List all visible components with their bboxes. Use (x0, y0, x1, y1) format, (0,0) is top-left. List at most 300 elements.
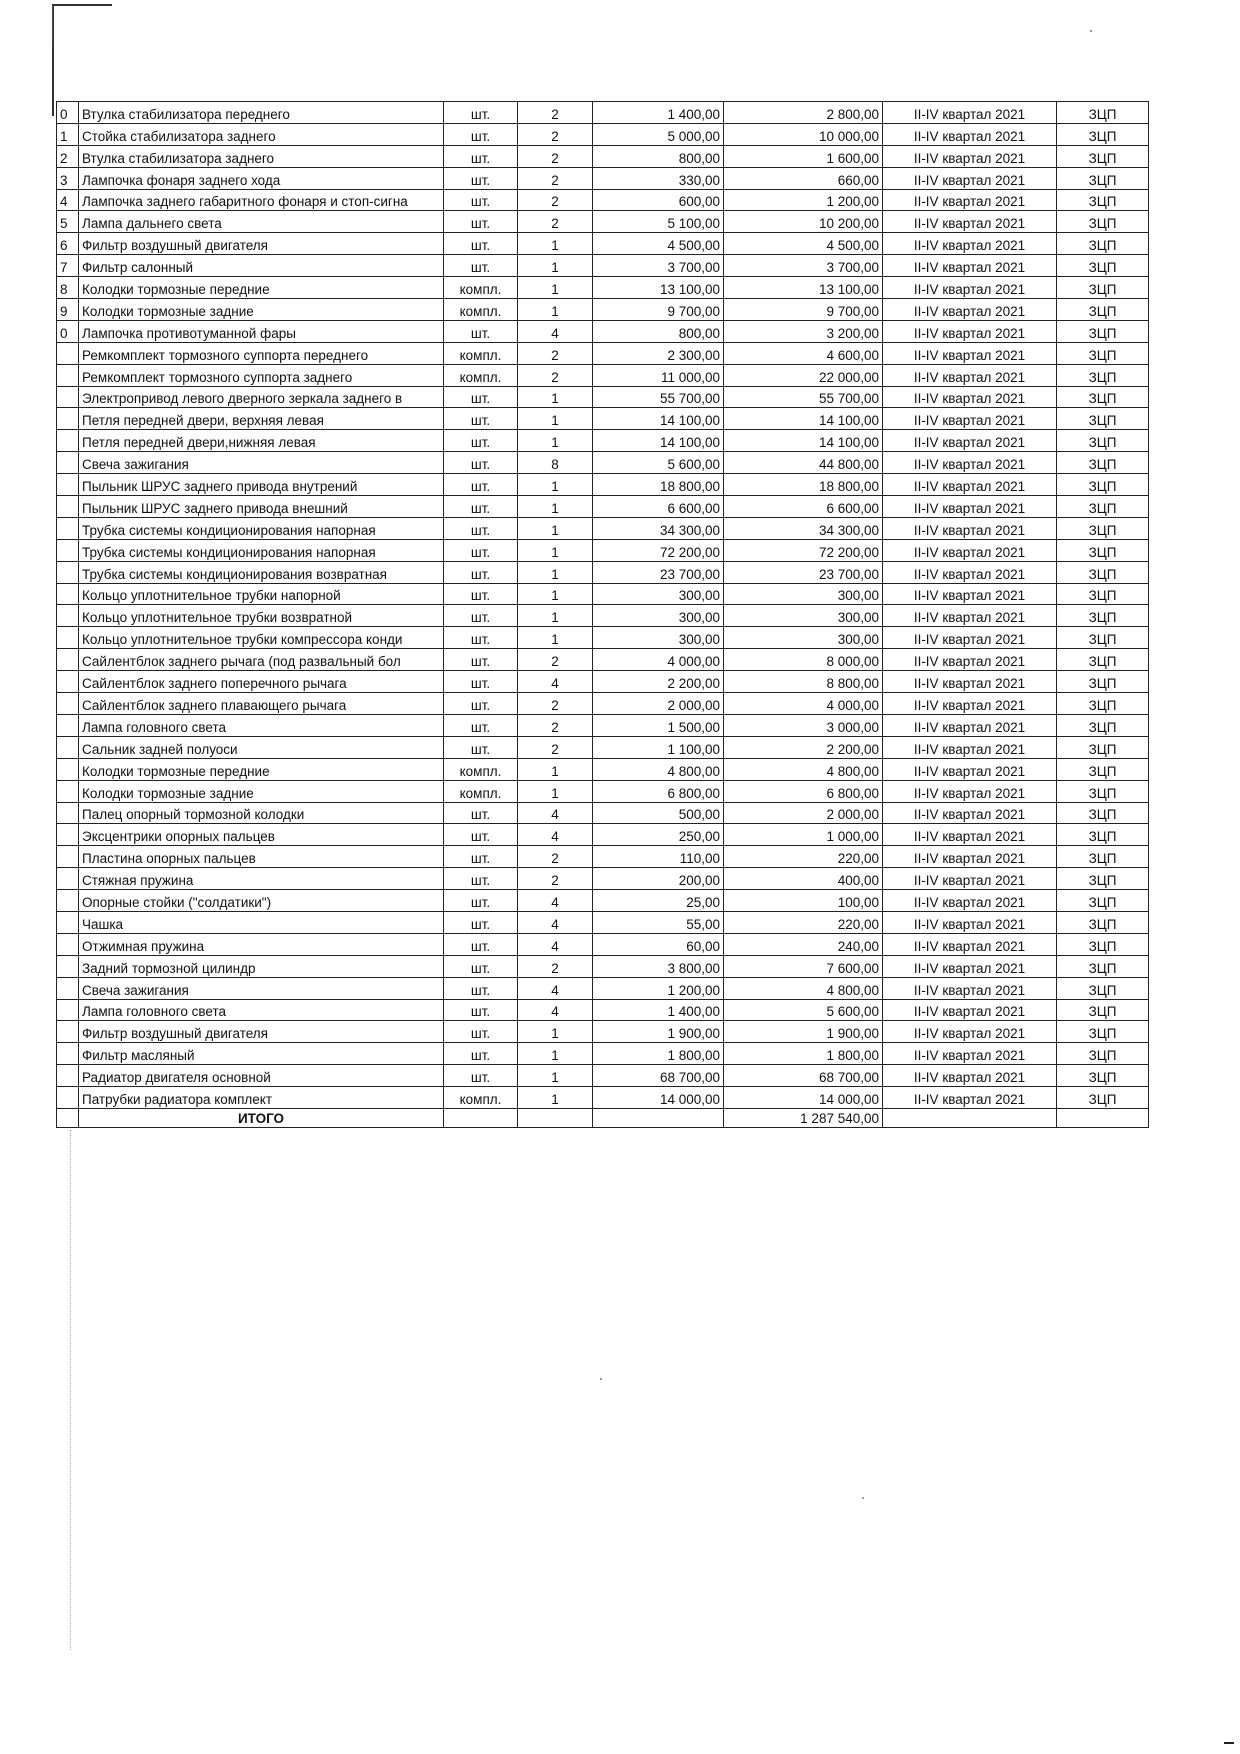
item-period: II-IV квартал 2021 (883, 430, 1057, 452)
item-price: 3 800,00 (593, 955, 724, 977)
item-unit: шт. (444, 145, 518, 167)
item-quantity: 2 (518, 364, 593, 386)
item-code: ЗЦП (1057, 1065, 1149, 1087)
item-quantity: 1 (518, 277, 593, 299)
item-unit: компл. (444, 758, 518, 780)
item-unit: компл. (444, 1087, 518, 1109)
item-name: Стяжная пружина (79, 868, 444, 890)
row-number (57, 693, 79, 715)
item-name: Радиатор двигателя основной (79, 1065, 444, 1087)
item-name: Лампа головного света (79, 999, 444, 1021)
item-quantity: 2 (518, 736, 593, 758)
item-period: II-IV квартал 2021 (883, 1065, 1057, 1087)
item-code: ЗЦП (1057, 342, 1149, 364)
item-code: ЗЦП (1057, 102, 1149, 124)
item-sum: 220,00 (724, 911, 883, 933)
item-quantity: 1 (518, 517, 593, 539)
item-sum: 10 200,00 (724, 211, 883, 233)
item-name: Сайлентблок заднего плавающего рычага (79, 693, 444, 715)
item-code: ЗЦП (1057, 802, 1149, 824)
table-row (57, 627, 1149, 649)
item-unit: шт. (444, 386, 518, 408)
item-period: II-IV квартал 2021 (883, 1043, 1057, 1065)
item-quantity: 1 (518, 496, 593, 518)
table-row (57, 123, 1149, 145)
item-sum: 55 700,00 (724, 386, 883, 408)
item-code: ЗЦП (1057, 824, 1149, 846)
row-number (57, 671, 79, 693)
item-name: Чашка (79, 911, 444, 933)
item-code: ЗЦП (1057, 605, 1149, 627)
row-number (57, 408, 79, 430)
table-row (57, 1087, 1149, 1109)
item-period: II-IV квартал 2021 (883, 605, 1057, 627)
row-number (57, 780, 79, 802)
item-period: II-IV квартал 2021 (883, 452, 1057, 474)
table-row (57, 758, 1149, 780)
item-price: 3 700,00 (593, 255, 724, 277)
total-qty-cell (518, 1108, 593, 1127)
item-period: II-IV квартал 2021 (883, 911, 1057, 933)
item-quantity: 1 (518, 627, 593, 649)
item-sum: 3 700,00 (724, 255, 883, 277)
item-price: 1 100,00 (593, 736, 724, 758)
item-name: Фильтр воздушный двигателя (79, 233, 444, 255)
item-quantity: 1 (518, 539, 593, 561)
item-quantity: 8 (518, 452, 593, 474)
total-label: ИТОГО (79, 1108, 444, 1127)
item-name: Палец опорный тормозной колодки (79, 802, 444, 824)
table-row (57, 1021, 1149, 1043)
item-sum: 4 600,00 (724, 342, 883, 364)
row-number: 0 (57, 102, 79, 124)
row-number: 2 (57, 145, 79, 167)
row-number: 1 (57, 123, 79, 145)
item-sum: 2 800,00 (724, 102, 883, 124)
item-unit: шт. (444, 714, 518, 736)
table-row (57, 693, 1149, 715)
item-name: Фильтр масляный (79, 1043, 444, 1065)
item-code: ЗЦП (1057, 977, 1149, 999)
row-number (57, 430, 79, 452)
item-unit: шт. (444, 320, 518, 342)
item-code: ЗЦП (1057, 145, 1149, 167)
item-name: Лампочка заднего габаритного фонаря и стоп-сигна (79, 189, 444, 211)
item-code: ЗЦП (1057, 430, 1149, 452)
item-sum: 14 100,00 (724, 430, 883, 452)
item-code: ЗЦП (1057, 714, 1149, 736)
item-price: 9 700,00 (593, 299, 724, 321)
item-code: ЗЦП (1057, 299, 1149, 321)
item-unit: шт. (444, 496, 518, 518)
row-number (57, 496, 79, 518)
item-unit: шт. (444, 802, 518, 824)
item-code: ЗЦП (1057, 474, 1149, 496)
table-row (57, 977, 1149, 999)
scan-dot (600, 1378, 602, 1380)
item-price: 6 600,00 (593, 496, 724, 518)
item-name: Лампа головного света (79, 714, 444, 736)
item-name: Ремкомплект тормозного суппорта переднего (79, 342, 444, 364)
table-row (57, 561, 1149, 583)
item-name: Свеча зажигания (79, 977, 444, 999)
item-unit: шт. (444, 933, 518, 955)
item-price: 1 800,00 (593, 1043, 724, 1065)
row-number (57, 868, 79, 890)
item-code: ЗЦП (1057, 211, 1149, 233)
table-row (57, 167, 1149, 189)
item-name: Трубка системы кондиционирования возвратная (79, 561, 444, 583)
table-row (57, 102, 1149, 124)
row-number (57, 911, 79, 933)
item-quantity: 4 (518, 890, 593, 912)
item-code: ЗЦП (1057, 955, 1149, 977)
table-row (57, 824, 1149, 846)
row-number (57, 1021, 79, 1043)
item-price: 5 100,00 (593, 211, 724, 233)
item-unit: шт. (444, 1043, 518, 1065)
item-price: 55,00 (593, 911, 724, 933)
item-quantity: 2 (518, 211, 593, 233)
item-period: II-IV квартал 2021 (883, 364, 1057, 386)
item-period: II-IV квартал 2021 (883, 408, 1057, 430)
item-unit: шт. (444, 605, 518, 627)
item-unit: компл. (444, 299, 518, 321)
item-sum: 13 100,00 (724, 277, 883, 299)
item-unit: шт. (444, 671, 518, 693)
scan-dot (862, 1497, 864, 1499)
item-period: II-IV квартал 2021 (883, 977, 1057, 999)
item-price: 500,00 (593, 802, 724, 824)
row-number (57, 649, 79, 671)
item-price: 800,00 (593, 145, 724, 167)
item-sum: 300,00 (724, 583, 883, 605)
item-name: Свеча зажигания (79, 452, 444, 474)
item-quantity: 4 (518, 671, 593, 693)
item-sum: 9 700,00 (724, 299, 883, 321)
item-period: II-IV квартал 2021 (883, 561, 1057, 583)
item-quantity: 4 (518, 933, 593, 955)
row-number (57, 890, 79, 912)
item-sum: 22 000,00 (724, 364, 883, 386)
table-row (57, 802, 1149, 824)
item-code: ЗЦП (1057, 671, 1149, 693)
item-name: Петля передней двери, верхняя левая (79, 408, 444, 430)
item-quantity: 2 (518, 342, 593, 364)
item-code: ЗЦП (1057, 386, 1149, 408)
item-name: Сальник задней полуоси (79, 736, 444, 758)
item-unit: шт. (444, 911, 518, 933)
row-number: 8 (57, 277, 79, 299)
item-price: 5 000,00 (593, 123, 724, 145)
item-period: II-IV квартал 2021 (883, 123, 1057, 145)
item-code: ЗЦП (1057, 693, 1149, 715)
row-number (57, 933, 79, 955)
item-price: 72 200,00 (593, 539, 724, 561)
row-number (57, 583, 79, 605)
table-row (57, 933, 1149, 955)
item-quantity: 1 (518, 605, 593, 627)
item-unit: шт. (444, 408, 518, 430)
item-unit: шт. (444, 211, 518, 233)
item-unit: шт. (444, 539, 518, 561)
table-row (57, 846, 1149, 868)
item-name: Стойка стабилизатора заднего (79, 123, 444, 145)
row-number: 6 (57, 233, 79, 255)
table-row (57, 408, 1149, 430)
row-number: 3 (57, 167, 79, 189)
table-row (57, 517, 1149, 539)
table-row (57, 890, 1149, 912)
total-unit-cell (444, 1108, 518, 1127)
item-price: 1 400,00 (593, 102, 724, 124)
item-name: Опорные стойки ("солдатики") (79, 890, 444, 912)
item-sum: 3 000,00 (724, 714, 883, 736)
item-period: II-IV квартал 2021 (883, 671, 1057, 693)
item-code: ЗЦП (1057, 408, 1149, 430)
item-code: ЗЦП (1057, 123, 1149, 145)
item-period: II-IV квартал 2021 (883, 693, 1057, 715)
item-code: ЗЦП (1057, 911, 1149, 933)
item-name: Патрубки радиатора комплект (79, 1087, 444, 1109)
total-sum: 1 287 540,00 (724, 1108, 883, 1127)
item-quantity: 1 (518, 583, 593, 605)
item-quantity: 1 (518, 255, 593, 277)
table-row (57, 868, 1149, 890)
item-quantity: 2 (518, 955, 593, 977)
table-row (57, 342, 1149, 364)
item-price: 14 100,00 (593, 430, 724, 452)
item-period: II-IV квартал 2021 (883, 780, 1057, 802)
item-price: 1 900,00 (593, 1021, 724, 1043)
item-unit: шт. (444, 430, 518, 452)
item-quantity: 1 (518, 1087, 593, 1109)
item-price: 600,00 (593, 189, 724, 211)
item-code: ЗЦП (1057, 277, 1149, 299)
item-unit: шт. (444, 693, 518, 715)
table-row (57, 955, 1149, 977)
item-price: 1 200,00 (593, 977, 724, 999)
item-price: 60,00 (593, 933, 724, 955)
item-name: Втулка стабилизатора заднего (79, 145, 444, 167)
item-sum: 4 800,00 (724, 977, 883, 999)
table-row (57, 299, 1149, 321)
table-row (57, 649, 1149, 671)
item-sum: 1 000,00 (724, 824, 883, 846)
item-price: 300,00 (593, 605, 724, 627)
item-price: 1 500,00 (593, 714, 724, 736)
item-sum: 660,00 (724, 167, 883, 189)
table-row (57, 386, 1149, 408)
item-price: 2 300,00 (593, 342, 724, 364)
item-price: 800,00 (593, 320, 724, 342)
item-sum: 4 800,00 (724, 758, 883, 780)
item-code: ЗЦП (1057, 1043, 1149, 1065)
row-number (57, 1043, 79, 1065)
item-code: ЗЦП (1057, 496, 1149, 518)
item-code: ЗЦП (1057, 255, 1149, 277)
total-row (57, 1108, 1149, 1127)
row-number (57, 999, 79, 1021)
item-quantity: 4 (518, 977, 593, 999)
item-name: Фильтр воздушный двигателя (79, 1021, 444, 1043)
item-unit: шт. (444, 649, 518, 671)
table-row (57, 452, 1149, 474)
item-sum: 6 600,00 (724, 496, 883, 518)
item-unit: шт. (444, 233, 518, 255)
item-price: 2 200,00 (593, 671, 724, 693)
total-period-cell (883, 1108, 1057, 1127)
item-period: II-IV квартал 2021 (883, 102, 1057, 124)
item-sum: 10 000,00 (724, 123, 883, 145)
total-code-cell (1057, 1108, 1149, 1127)
item-price: 6 800,00 (593, 780, 724, 802)
total-price-cell (593, 1108, 724, 1127)
item-sum: 2 200,00 (724, 736, 883, 758)
row-number (57, 714, 79, 736)
item-name: Эксцентрики опорных пальцев (79, 824, 444, 846)
item-name: Пыльник ШРУС заднего привода внешний (79, 496, 444, 518)
row-number (57, 474, 79, 496)
item-quantity: 2 (518, 868, 593, 890)
item-sum: 8 000,00 (724, 649, 883, 671)
table-row (57, 714, 1149, 736)
item-unit: шт. (444, 189, 518, 211)
item-unit: шт. (444, 517, 518, 539)
item-price: 200,00 (593, 868, 724, 890)
item-period: II-IV квартал 2021 (883, 320, 1057, 342)
row-number (57, 1087, 79, 1109)
scan-corner-mark (52, 4, 112, 116)
item-name: Кольцо уплотнительное трубки напорной (79, 583, 444, 605)
row-number (57, 517, 79, 539)
item-price: 11 000,00 (593, 364, 724, 386)
item-name: Трубка системы кондиционирования напорная (79, 517, 444, 539)
item-quantity: 2 (518, 714, 593, 736)
item-code: ЗЦП (1057, 517, 1149, 539)
item-quantity: 1 (518, 758, 593, 780)
item-period: II-IV квартал 2021 (883, 1087, 1057, 1109)
row-number (57, 561, 79, 583)
item-unit: шт. (444, 627, 518, 649)
item-quantity: 1 (518, 1021, 593, 1043)
scan-margin-line (70, 1130, 71, 1650)
item-unit: шт. (444, 890, 518, 912)
row-number (57, 342, 79, 364)
table-row (57, 211, 1149, 233)
item-period: II-IV квартал 2021 (883, 299, 1057, 321)
item-period: II-IV квартал 2021 (883, 627, 1057, 649)
item-name: Колодки тормозные передние (79, 277, 444, 299)
item-sum: 1 600,00 (724, 145, 883, 167)
item-price: 2 000,00 (593, 693, 724, 715)
row-number: 5 (57, 211, 79, 233)
item-price: 330,00 (593, 167, 724, 189)
item-quantity: 1 (518, 299, 593, 321)
item-unit: шт. (444, 977, 518, 999)
item-price: 23 700,00 (593, 561, 724, 583)
item-sum: 34 300,00 (724, 517, 883, 539)
item-quantity: 2 (518, 693, 593, 715)
item-sum: 2 000,00 (724, 802, 883, 824)
item-sum: 7 600,00 (724, 955, 883, 977)
item-quantity: 1 (518, 1065, 593, 1087)
row-number (57, 627, 79, 649)
item-sum: 8 800,00 (724, 671, 883, 693)
item-unit: шт. (444, 123, 518, 145)
item-unit: шт. (444, 955, 518, 977)
table-row (57, 233, 1149, 255)
row-number (57, 452, 79, 474)
table-row (57, 736, 1149, 758)
item-period: II-IV квартал 2021 (883, 649, 1057, 671)
item-code: ЗЦП (1057, 583, 1149, 605)
item-sum: 14 100,00 (724, 408, 883, 430)
item-code: ЗЦП (1057, 780, 1149, 802)
item-code: ЗЦП (1057, 890, 1149, 912)
row-number (57, 955, 79, 977)
item-unit: шт. (444, 1021, 518, 1043)
item-period: II-IV квартал 2021 (883, 211, 1057, 233)
item-code: ЗЦП (1057, 868, 1149, 890)
item-unit: шт. (444, 824, 518, 846)
item-code: ЗЦП (1057, 933, 1149, 955)
item-unit: шт. (444, 255, 518, 277)
row-number (57, 824, 79, 846)
row-number: 9 (57, 299, 79, 321)
item-period: II-IV квартал 2021 (883, 255, 1057, 277)
item-name: Ремкомплект тормозного суппорта заднего (79, 364, 444, 386)
item-name: Сайлентблок заднего рычага (под развальный бол (79, 649, 444, 671)
item-price: 250,00 (593, 824, 724, 846)
item-price: 14 000,00 (593, 1087, 724, 1109)
item-period: II-IV квартал 2021 (883, 386, 1057, 408)
item-sum: 18 800,00 (724, 474, 883, 496)
table-row (57, 1065, 1149, 1087)
item-sum: 44 800,00 (724, 452, 883, 474)
item-period: II-IV квартал 2021 (883, 846, 1057, 868)
item-price: 13 100,00 (593, 277, 724, 299)
item-name: Отжимная пружина (79, 933, 444, 955)
item-sum: 300,00 (724, 605, 883, 627)
item-sum: 6 800,00 (724, 780, 883, 802)
table-row (57, 671, 1149, 693)
item-name: Лампочка противотуманной фары (79, 320, 444, 342)
item-price: 110,00 (593, 846, 724, 868)
item-price: 14 100,00 (593, 408, 724, 430)
item-sum: 14 000,00 (724, 1087, 883, 1109)
item-sum: 23 700,00 (724, 561, 883, 583)
item-code: ЗЦП (1057, 320, 1149, 342)
item-name: Трубка системы кондиционирования напорная (79, 539, 444, 561)
item-unit: шт. (444, 736, 518, 758)
item-name: Колодки тормозные задние (79, 299, 444, 321)
row-number (57, 605, 79, 627)
item-quantity: 1 (518, 780, 593, 802)
item-period: II-IV квартал 2021 (883, 496, 1057, 518)
item-quantity: 1 (518, 386, 593, 408)
item-period: II-IV квартал 2021 (883, 517, 1057, 539)
table-row (57, 583, 1149, 605)
item-code: ЗЦП (1057, 1087, 1149, 1109)
item-name: Кольцо уплотнительное трубки компрессора конди (79, 627, 444, 649)
item-period: II-IV квартал 2021 (883, 955, 1057, 977)
item-price: 34 300,00 (593, 517, 724, 539)
table-row (57, 911, 1149, 933)
table-row (57, 539, 1149, 561)
row-number: 4 (57, 189, 79, 211)
item-sum: 4 500,00 (724, 233, 883, 255)
